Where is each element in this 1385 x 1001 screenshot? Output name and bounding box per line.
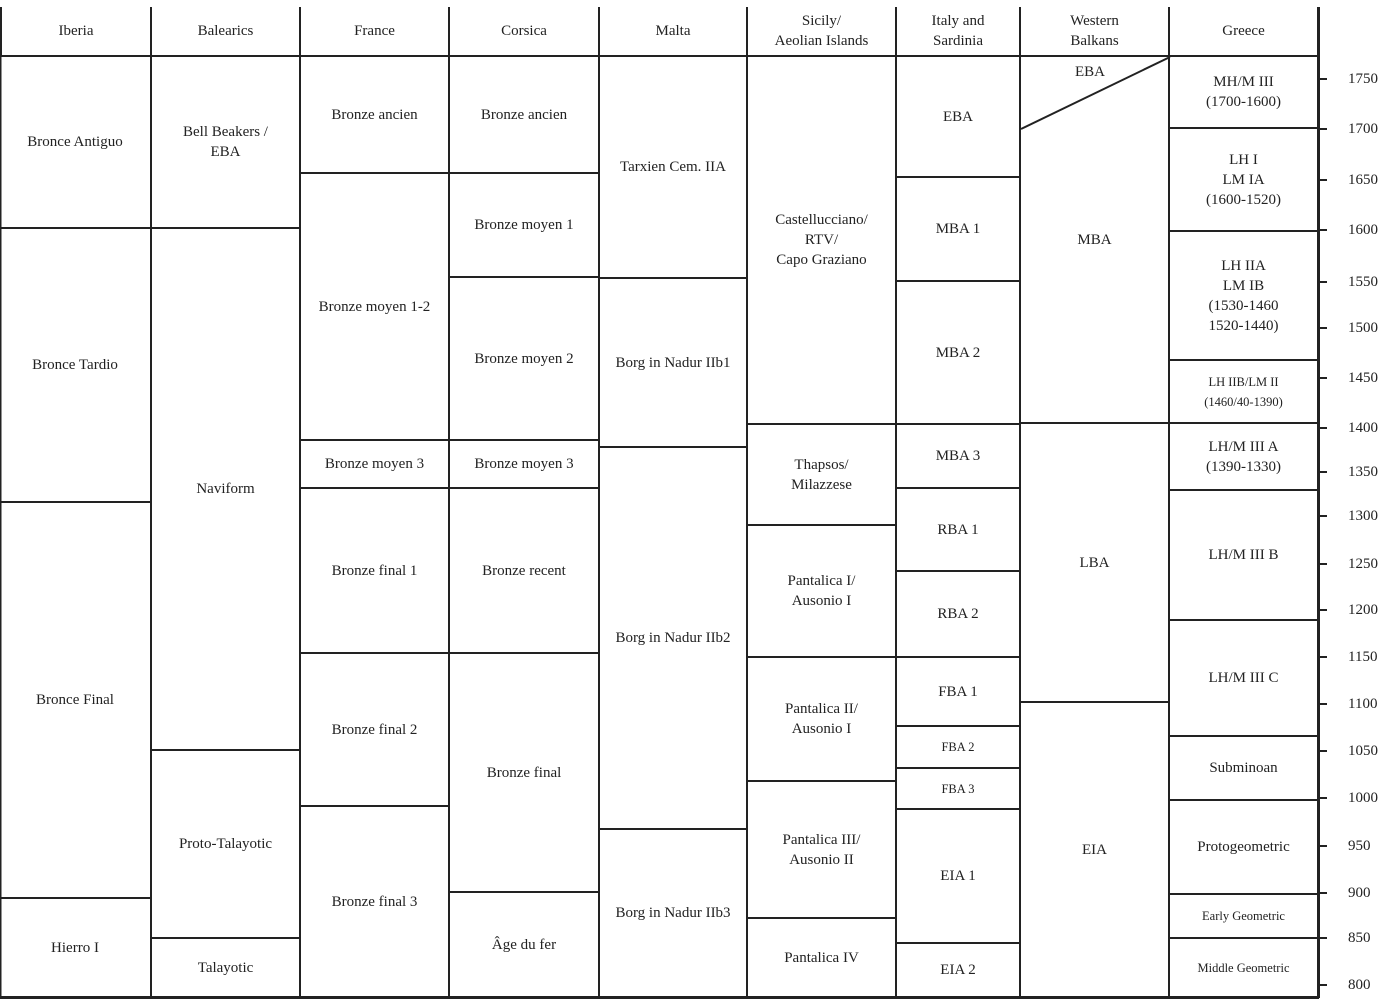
period-cell: Talayotic xyxy=(152,939,301,998)
axis-tick-label: 1150 xyxy=(1348,649,1378,665)
axis-tick-label: 1750 xyxy=(1348,71,1378,87)
period-cell: Bronze moyen 1 xyxy=(450,174,600,278)
period-cell: Tarxien Cem. IIA xyxy=(600,57,748,279)
column-header-balearics: Balearics xyxy=(152,7,301,57)
axis-tick-label: 1300 xyxy=(1348,508,1378,524)
axis-tick xyxy=(1319,703,1327,705)
period-cell: Proto-Talayotic xyxy=(152,751,301,939)
axis-tick xyxy=(1319,515,1327,517)
period-cell: LH I LM IA (1600-1520) xyxy=(1170,129,1319,232)
axis-tick xyxy=(1319,797,1327,799)
period-cell: Bronze ancien xyxy=(301,57,450,174)
axis-tick xyxy=(1319,892,1327,894)
axis-tick-label: 1100 xyxy=(1348,696,1378,712)
column-header-france: France xyxy=(301,7,450,57)
period-cell: RBA 1 xyxy=(897,489,1021,572)
period-cell: Naviform xyxy=(152,229,301,751)
axis-tick-label: 1400 xyxy=(1348,420,1378,436)
axis-tick-label: 1200 xyxy=(1348,602,1378,618)
axis-tick-label: 1450 xyxy=(1348,370,1378,386)
period-cell: FBA 2 xyxy=(897,727,1021,769)
axis-tick xyxy=(1319,471,1327,473)
axis-tick-label: 1550 xyxy=(1348,274,1378,290)
period-cell: LBA xyxy=(1021,424,1170,703)
period-cell: Middle Geometric xyxy=(1170,939,1319,998)
period-cell: Bronze ancien xyxy=(450,57,600,174)
period-cell: Bell Beakers / EBA xyxy=(152,57,301,229)
period-cell: MBA 1 xyxy=(897,178,1021,282)
column-header-iberia: Iberia xyxy=(0,7,152,57)
period-cell: Borg in Nadur IIb2 xyxy=(600,448,748,830)
period-cell: Bronze final 2 xyxy=(301,654,450,807)
axis-tick xyxy=(1319,563,1327,565)
period-cell: Bronze moyen 1-2 xyxy=(301,174,450,441)
period-cell: Thapsos/ Milazzese xyxy=(748,425,897,526)
period-cell: Bronce Antiguo xyxy=(0,57,152,229)
axis-tick xyxy=(1319,656,1327,658)
period-cell: Bronze moyen 3 xyxy=(450,441,600,489)
period-cell: Bronce Tardio xyxy=(0,229,152,503)
period-cell: Bronze moyen 2 xyxy=(450,278,600,441)
period-cell: LH IIA LM IB (1530-1460 1520-1440) xyxy=(1170,232,1319,361)
axis-tick-label: 950 xyxy=(1348,838,1371,854)
period-cell: LH/M III A (1390-1330) xyxy=(1170,424,1319,491)
column-header-sicily-aeolian-islands: Sicily/ Aeolian Islands xyxy=(748,7,897,57)
axis-tick-label: 1000 xyxy=(1348,790,1378,806)
axis-tick-label: 850 xyxy=(1348,930,1371,946)
period-cell: Borg in Nadur IIb1 xyxy=(600,279,748,448)
period-cell: MBA 2 xyxy=(897,282,1021,425)
period-cell: EIA 1 xyxy=(897,810,1021,944)
axis-tick xyxy=(1319,609,1327,611)
western-balkans-eba-label: EBA xyxy=(1075,64,1105,80)
column-header-malta: Malta xyxy=(600,7,748,57)
column-header-italy-and-sardinia: Italy and Sardinia xyxy=(897,7,1021,57)
period-cell: Bronze final 3 xyxy=(301,807,450,998)
axis-tick-label: 1600 xyxy=(1348,222,1378,238)
axis-tick-label: 1700 xyxy=(1348,121,1378,137)
period-cell: Subminoan xyxy=(1170,737,1319,801)
period-cell: Bronze final xyxy=(450,654,600,893)
axis-tick xyxy=(1319,128,1327,130)
axis-tick xyxy=(1319,427,1327,429)
period-cell: MBA 3 xyxy=(897,425,1021,489)
axis-tick xyxy=(1319,78,1327,80)
axis-tick xyxy=(1319,750,1327,752)
axis-tick-label: 900 xyxy=(1348,885,1371,901)
period-cell: Bronze final 1 xyxy=(301,489,450,654)
period-cell: Âge du fer xyxy=(450,893,600,998)
period-cell: EBA xyxy=(897,57,1021,178)
period-cell: Protogeometric xyxy=(1170,801,1319,895)
period-cell: Borg in Nadur IIb3 xyxy=(600,830,748,998)
column-header-greece: Greece xyxy=(1170,7,1319,57)
period-cell: EIA 2 xyxy=(897,944,1021,998)
period-cell: Pantalica I/ Ausonio I xyxy=(748,526,897,658)
axis-tick-label: 1250 xyxy=(1348,556,1378,572)
axis-tick xyxy=(1319,984,1327,986)
column-header-corsica: Corsica xyxy=(450,7,600,57)
period-cell: Pantalica II/ Ausonio I xyxy=(748,658,897,782)
axis-tick xyxy=(1319,845,1327,847)
period-cell: LH/M III B xyxy=(1170,491,1319,621)
period-cell: MH/M III (1700-1600) xyxy=(1170,57,1319,129)
axis-tick xyxy=(1319,327,1327,329)
period-cell: Early Geometric xyxy=(1170,895,1319,939)
axis-tick xyxy=(1319,377,1327,379)
period-cell: LH/M III C xyxy=(1170,621,1319,737)
period-cell: RBA 2 xyxy=(897,572,1021,658)
period-cell: LH IIB/LM II (1460/40-1390) xyxy=(1170,361,1319,424)
period-cell: Castellucciano/ RTV/ Capo Graziano xyxy=(748,57,897,425)
period-cell: Bronze recent xyxy=(450,489,600,654)
period-cell: Bronce Final xyxy=(0,503,152,899)
axis-tick xyxy=(1319,229,1327,231)
axis-tick xyxy=(1319,179,1327,181)
period-cell: EIA xyxy=(1021,703,1170,998)
axis-tick xyxy=(1319,281,1327,283)
axis-tick-label: 1650 xyxy=(1348,172,1378,188)
axis-tick xyxy=(1319,937,1327,939)
period-cell: Pantalica III/ Ausonio II xyxy=(748,782,897,919)
column-header-western-balkans: Western Balkans xyxy=(1021,7,1170,57)
period-cell: Bronze moyen 3 xyxy=(301,441,450,489)
axis-tick-label: 1500 xyxy=(1348,320,1378,336)
period-cell: Hierro I xyxy=(0,899,152,998)
axis-tick-label: 800 xyxy=(1348,977,1371,993)
period-cell: FBA 1 xyxy=(897,658,1021,727)
period-cell: FBA 3 xyxy=(897,769,1021,810)
period-cell: Pantalica IV xyxy=(748,919,897,998)
axis-tick-label: 1350 xyxy=(1348,464,1378,480)
axis-tick-label: 1050 xyxy=(1348,743,1378,759)
period-cell: MBA xyxy=(1021,57,1170,424)
